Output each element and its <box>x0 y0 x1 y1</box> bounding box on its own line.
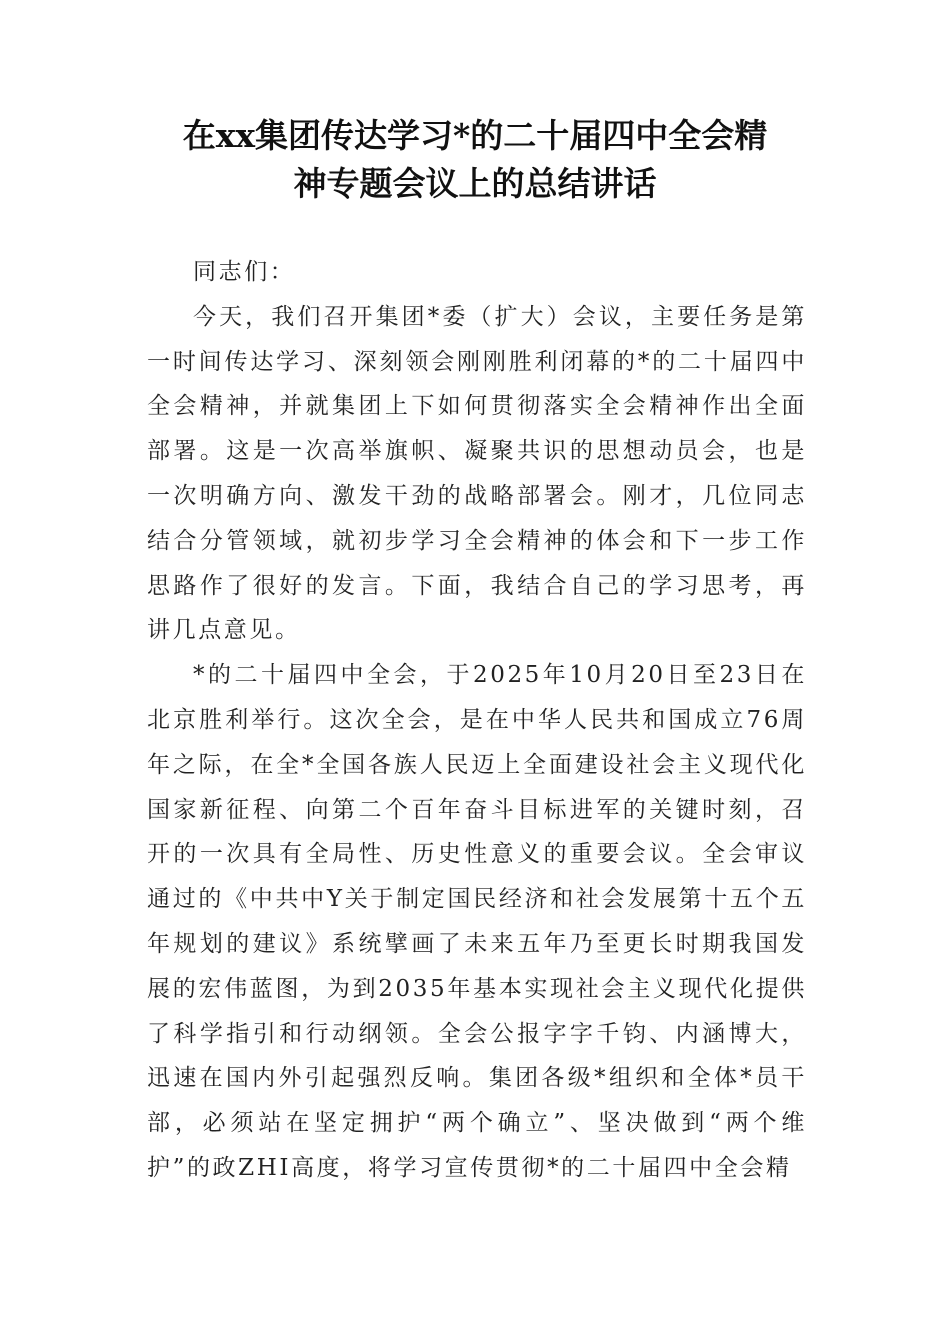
title-line-2: 神专题会议上的总结讲话 <box>293 164 657 203</box>
document-body <box>147 250 807 1191</box>
title-line-1: 在xx集团传达学习*的二十届四中全会精 <box>182 116 768 155</box>
paragraph-1: 今天，我们召开集团*委（扩大）会议，主要任务是第一时间传达学习、深刻领会刚刚胜利闭幕的*的二十届四中全会精神，并就集团上下如何贯彻落实全会精神作出全面部署。这是一次高举旗帜、凝聚共识的思想动员会，也是一次明确方向、激发干劲的战略部署会。刚才，几位同志结合分管领域，就初步学习全会精神的体会和下一步工作思路作了很好的发言。下面，我结合自己的学习思考，再讲几点意见。 <box>147 303 807 644</box>
document-title <box>140 112 810 208</box>
paragraph-2: *的二十届四中全会，于2025年10月20日至23日在北京胜利举行。这次全会，是在中华人民共和国成立76周年之际，在全*全国各族人民迈上全面建设社会主义现代化国家新征程、向第二个百年奋斗目标进军的关键时刻，召开的一次具有全局性、历史性意义的重要会议。全会审议通过的《中共中Y关于制定国民经济和社会发展第十五个五年规划的建议》系统擘画了未来五年乃至更长时期我国发展的宏伟蓝图，为到2035年基本实现社会主义现代化提供了科学指引和行动纲领。全会公报字字千钧、内涵博大，迅速在国内外引起强烈反响。集团各级*组织和全体*员干部，必须站在坚定拥护“两个确立”、坚决做到“两个维护”的政ZHI高度，将学习宣传贯彻*的二十届四中全会精 <box>147 662 807 1181</box>
salutation: 同志们： <box>193 259 296 285</box>
